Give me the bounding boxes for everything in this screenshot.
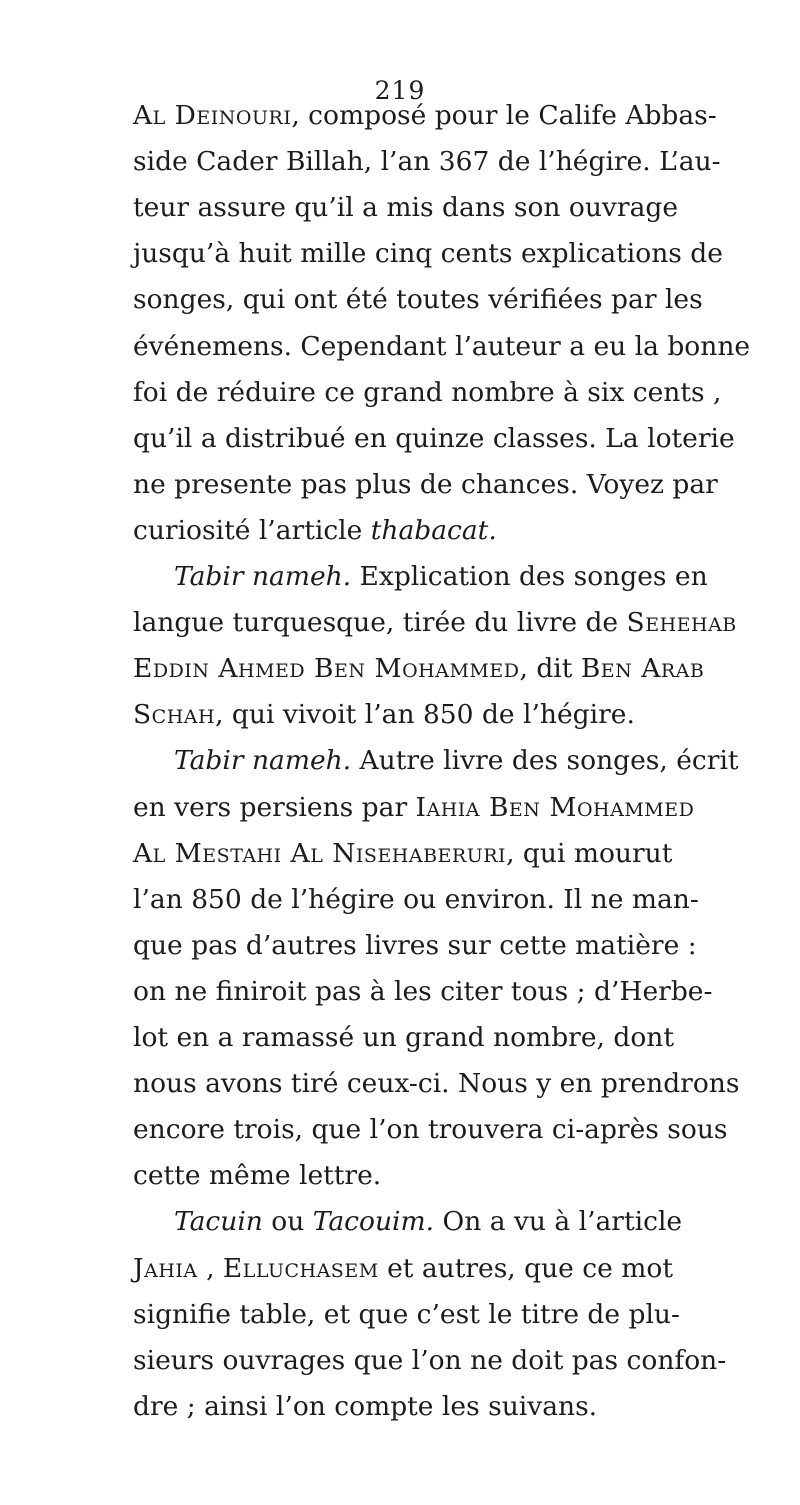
proper-name: Elluchasem [222, 1252, 379, 1284]
text-run: langue turquesque, tirée du livre de [133, 607, 627, 639]
text-run: qu’il a distribué en quinze classes. La loterie [133, 422, 735, 454]
text-run: encore trois, que l’on trouvera ci-après sous [133, 1114, 728, 1146]
text-run: lot en a ramassé un grand nombre, dont [133, 1022, 674, 1053]
text-line [133, 1153, 668, 1199]
text-line [174, 554, 708, 600]
italic-term: Tacouim. [312, 1206, 435, 1238]
text-run: et autres, que ce mot [378, 1252, 673, 1284]
proper-name: Al Deinouri [133, 100, 292, 131]
text-line [133, 923, 697, 969]
text-run: que pas d’autres livres sur cette matière : [133, 929, 697, 961]
text-run: dre ; ainsi l’on compte les suivans. [133, 1390, 598, 1422]
text-line [133, 370, 722, 416]
text-run: , [197, 1252, 223, 1284]
text-line [133, 508, 668, 554]
text-line [133, 462, 718, 508]
text-run: nous avons tiré ceux-ci. Nous y en prendrons [133, 1068, 740, 1100]
text-run: , qui mourut [506, 837, 673, 869]
text-line [133, 1292, 680, 1338]
text-line [133, 1107, 728, 1153]
text-line [133, 646, 705, 692]
text-line [174, 738, 739, 784]
italic-term: Tabir nameh. [174, 745, 352, 777]
text-run: signifie table, et que c’est le titre de plu- [133, 1298, 680, 1330]
proper-name: Ben Arab [580, 653, 705, 685]
text-run: foi de réduire ce grand nombre à six cents , [133, 376, 722, 408]
text-line [133, 139, 721, 185]
text-line [133, 1246, 673, 1292]
italic-term: thabacat. [370, 514, 497, 546]
text-line [133, 231, 723, 277]
text-run: l’an 850 de l’hégire ou environ. Il ne man- [133, 883, 699, 915]
page-number: 219 [374, 76, 426, 105]
text-line [133, 1338, 727, 1384]
text-line [133, 277, 703, 323]
text-run: On a vu à l’article [434, 1206, 683, 1238]
text-line [174, 1199, 683, 1245]
text-line [133, 93, 717, 139]
text-run: teur assure qu’il a mis dans son ouvrage [133, 192, 679, 224]
text-run: jusqu’à huit mille cinq cents explications de [133, 238, 723, 270]
text-run: on ne finiroit pas à les citer tous ; d’Herbe- [133, 975, 713, 1007]
text-line [133, 1384, 668, 1430]
proper-name: Sehehab [626, 607, 737, 639]
text-run: ne presente pas plus de chances. Voyez par [133, 468, 718, 500]
text-line [133, 1015, 674, 1061]
proper-name: Schah [133, 699, 216, 731]
text-run: side Cader Billah, l’an 367 de l’hégire. L’au- [133, 146, 721, 178]
text-run: curiosité l’article [133, 514, 371, 546]
text-run: , composé pour le Calife Abbas- [291, 100, 717, 131]
text-line [133, 416, 735, 462]
text-run: Explication des songes en [351, 561, 708, 592]
text-line [133, 877, 699, 923]
proper-name: Al Mestahi Al Nisehaberuri [133, 837, 507, 869]
text-run: Autre livre des songes, écrit [351, 745, 739, 777]
text-run: songes, qui ont été toutes vérifiées par les [133, 284, 703, 316]
text-run: , qui vivoit l’an 850 de l’hégire. [215, 699, 635, 731]
proper-name: Iahia Ben Mohammed [415, 791, 695, 823]
text-run: , dit [519, 653, 581, 685]
proper-name: Jahia [133, 1252, 198, 1284]
text-run: ou [262, 1206, 313, 1238]
text-line [133, 324, 751, 370]
italic-term: Tabir nameh. [174, 561, 352, 592]
text-line [133, 692, 668, 738]
text-run: en vers persiens par [133, 791, 416, 823]
text-line [133, 831, 673, 877]
text-run: cette même lettre. [133, 1160, 382, 1192]
italic-term: Tacuin [174, 1206, 263, 1238]
proper-name: Eddin Ahmed Ben Mohammed [133, 653, 520, 685]
text-line [133, 785, 695, 831]
text-line [133, 969, 713, 1015]
text-line [133, 185, 679, 231]
text-run: événemens. Cependant l’auteur a eu la bonne [133, 330, 751, 362]
text-run: sieurs ouvrages que l’on ne doit pas confon- [133, 1344, 727, 1376]
text-line [133, 600, 737, 646]
text-line [133, 1061, 740, 1107]
